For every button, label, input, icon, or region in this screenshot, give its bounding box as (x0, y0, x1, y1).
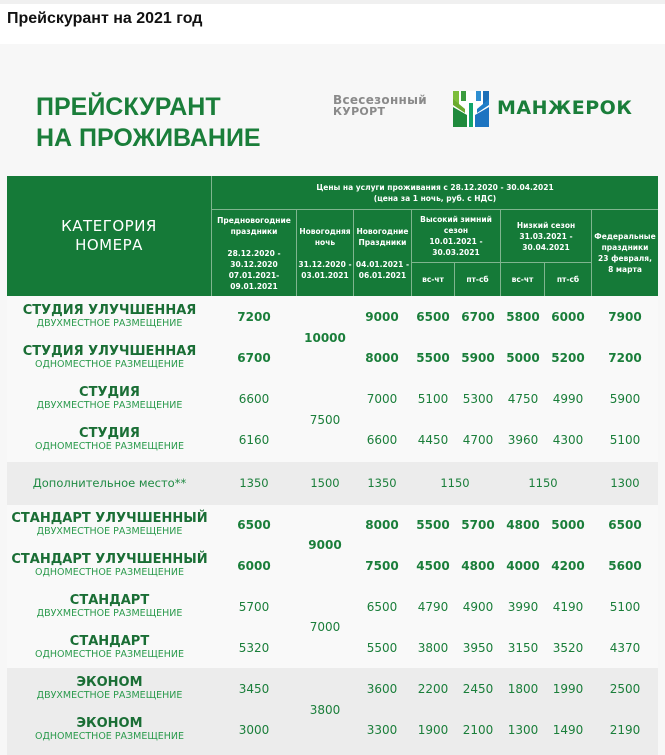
price-cell: 5200 (551, 351, 585, 365)
day-header-low-sun-thu (501, 263, 545, 296)
price-cell: 4190 (552, 600, 584, 614)
room-category (7, 344, 212, 371)
price-cell: 4790 (417, 600, 449, 614)
price-cell: 7000 (366, 392, 398, 406)
extra-bed-price: 1350 (367, 476, 397, 490)
new-year-night-price: 7500 (309, 413, 341, 427)
category-header-text: КАТЕГОРИЯ НОМЕРА (61, 217, 157, 254)
room-occupancy: ДВУХМЕСТНОЕ РАЗМЕЩЕНИЕ (36, 318, 183, 329)
price-cell: 3450 (238, 682, 270, 696)
price-cell: 4990 (552, 392, 584, 406)
period-header-high-season (412, 210, 501, 263)
price-cell: 6500 (608, 518, 642, 532)
room-occupancy: ДВУХМЕСТНОЕ РАЗМЕЩЕНИЕ (36, 690, 183, 701)
new-year-night-price: 7000 (309, 620, 341, 634)
price-cell: 5000 (506, 351, 540, 365)
resort-caption (333, 94, 427, 118)
price-cell: 6000 (237, 559, 271, 573)
room-category-name: СТАНДАРТ УЛУЧШЕННЫЙ (11, 552, 208, 567)
price-cell: 4300 (552, 433, 584, 447)
new-year-night-price: 10000 (304, 331, 346, 345)
category-header (7, 176, 212, 296)
price-cell: 2450 (462, 682, 494, 696)
price-cell: 6500 (366, 600, 398, 614)
room-category (7, 385, 212, 412)
price-cell: 5300 (462, 392, 494, 406)
price-cell: 7200 (608, 351, 642, 365)
price-cell: 1900 (417, 723, 449, 737)
room-category (7, 593, 212, 620)
room-category-name: ЭКОНОМ (76, 675, 143, 690)
price-cell: 3600 (366, 682, 398, 696)
price-cell: 3950 (462, 641, 494, 655)
price-cell: 3960 (507, 433, 539, 447)
resort-caption-line-2: КУРОРТ (333, 105, 386, 118)
price-cell: 6700 (237, 351, 271, 365)
period-label: Низкий сезон 31.03.2021 - 30.04.2021 (516, 220, 576, 252)
period-label: Новогодние Праздники 04.01.2021 - 06.01.2021 (355, 226, 410, 280)
page-title: Прейскурант на 2021 год (7, 10, 203, 27)
price-cell: 6600 (238, 392, 270, 406)
period-label: Предновогодние праздники 28.12.2020 - 30.12.2020 07.01.2021- 09.01.2021 (217, 215, 291, 291)
price-cell: 3300 (366, 723, 398, 737)
price-cell: 5500 (416, 351, 450, 365)
extra-bed-price: 1150 (440, 476, 470, 490)
price-cell: 4800 (461, 559, 495, 573)
price-cell: 8000 (365, 351, 399, 365)
room-category (7, 511, 212, 538)
price-cell: 5100 (609, 600, 641, 614)
room-category (7, 634, 212, 661)
period-header-new-year-night (297, 210, 354, 296)
price-cell: 6500 (416, 310, 450, 324)
room-occupancy: ОДНОМЕСТНОЕ РАЗМЕЩЕНИЕ (35, 731, 184, 742)
room-category-name: СТАНДАРТ (69, 634, 150, 649)
price-cell: 4370 (609, 641, 641, 655)
price-cell: 6700 (461, 310, 495, 324)
new-year-night-price: 3800 (309, 703, 341, 717)
price-cell: 6160 (238, 433, 270, 447)
prices-header-text: Цены на услуги проживания с 28.12.2020 - 30.04.2021 (цена за 1 ночь, руб. с НДС) (316, 182, 554, 203)
price-cell: 5100 (609, 433, 641, 447)
price-cell: 3800 (417, 641, 449, 655)
price-cell: 2200 (417, 682, 449, 696)
period-label: Высокий зимний сезон 10.01.2021 - 30.03.2021 (420, 215, 492, 257)
price-cell: 4700 (462, 433, 494, 447)
price-cell: 5100 (417, 392, 449, 406)
room-category (7, 675, 212, 702)
price-cell: 1990 (552, 682, 584, 696)
price-cell: 6000 (551, 310, 585, 324)
room-category-name: СТУДИЯ (79, 426, 140, 441)
period-header-new-year-holidays (354, 210, 412, 296)
price-cell: 5500 (366, 641, 398, 655)
price-cell: 5900 (461, 351, 495, 365)
price-cell: 9000 (365, 310, 399, 324)
day-header-low-fri-sat (545, 263, 592, 296)
price-cell: 1490 (552, 723, 584, 737)
price-cell: 4200 (551, 559, 585, 573)
poster-title-line-2: НА ПРОЖИВАНИЕ (36, 124, 261, 152)
price-cell: 3000 (238, 723, 270, 737)
price-cell: 7500 (365, 559, 399, 573)
tree-logo-icon (453, 91, 489, 127)
room-occupancy: ОДНОМЕСТНОЕ РАЗМЕЩЕНИЕ (35, 567, 184, 578)
price-cell: 1800 (507, 682, 539, 696)
price-cell: 4750 (507, 392, 539, 406)
room-category-name: СТАНДАРТ УЛУЧШЕННЫЙ (11, 511, 208, 526)
room-occupancy: ДВУХМЕСТНОЕ РАЗМЕЩЕНИЕ (36, 608, 183, 619)
period-header-pre-new-year (212, 210, 297, 296)
period-label: Новогодняя ночь 31.12.2020 - 03.01.2021 (298, 226, 352, 280)
room-occupancy: ДВУХМЕСТНОЕ РАЗМЕЩЕНИЕ (36, 400, 183, 411)
poster-title-line-1: ПРЕЙСКУРАНТ (36, 93, 221, 121)
prices-header (212, 176, 658, 210)
price-cell: 4000 (506, 559, 540, 573)
price-cell: 3990 (507, 600, 539, 614)
top-bar (0, 0, 665, 4)
new-year-night-price: 9000 (308, 538, 342, 552)
price-cell: 5700 (461, 518, 495, 532)
price-cell: 5600 (608, 559, 642, 573)
day-header-high-fri-sat (455, 263, 501, 296)
room-category-name: СТУДИЯ УЛУЧШЕННАЯ (22, 303, 197, 318)
price-cell: 7900 (608, 310, 642, 324)
day-label: вс-чт (511, 275, 534, 284)
price-cell: 2500 (609, 682, 641, 696)
extra-bed-price: 1150 (528, 476, 558, 490)
extra-bed-price: 1350 (239, 476, 269, 490)
room-category-name: СТУДИЯ (79, 385, 140, 400)
resort-caption-line-1: Всесезонный (333, 93, 428, 107)
extra-bed-label: Дополнительное место** (32, 476, 187, 490)
brand-name: МАНЖЕРОК (497, 97, 633, 119)
room-occupancy: ДВУХМЕСТНОЕ РАЗМЕЩЕНИЕ (36, 526, 183, 537)
price-cell: 8000 (365, 518, 399, 532)
room-occupancy: ОДНОМЕСТНОЕ РАЗМЕЩЕНИЕ (35, 359, 184, 370)
price-cell: 2100 (462, 723, 494, 737)
price-cell: 2190 (609, 723, 641, 737)
room-category-name: ЭКОНОМ (76, 716, 143, 731)
price-cell: 5320 (238, 641, 270, 655)
extra-bed-price: 1500 (310, 476, 340, 490)
price-cell: 3520 (552, 641, 584, 655)
room-category (7, 716, 212, 743)
price-cell: 5800 (506, 310, 540, 324)
price-cell: 5900 (609, 392, 641, 406)
price-cell: 1300 (507, 723, 539, 737)
day-label: пт-сб (466, 275, 489, 284)
room-category-name: СТАНДАРТ (69, 593, 150, 608)
period-label: Федеральные праздники 23 февраля, 8 марта (594, 232, 656, 274)
price-cell: 6500 (237, 518, 271, 532)
period-header-low-season (501, 210, 592, 263)
price-cell: 6600 (366, 433, 398, 447)
price-cell: 5500 (416, 518, 450, 532)
day-header-high-sun-thu (412, 263, 455, 296)
price-cell: 4900 (462, 600, 494, 614)
price-cell: 5000 (551, 518, 585, 532)
room-category-name: СТУДИЯ УЛУЧШЕННАЯ (22, 344, 197, 359)
price-cell: 4450 (417, 433, 449, 447)
price-cell: 5700 (238, 600, 270, 614)
price-cell: 4500 (416, 559, 450, 573)
extra-bed-price: 1300 (610, 476, 640, 490)
room-occupancy: ОДНОМЕСТНОЕ РАЗМЕЩЕНИЕ (35, 649, 184, 660)
day-label: вс-чт (422, 275, 444, 284)
room-occupancy: ОДНОМЕСТНОЕ РАЗМЕЩЕНИЕ (35, 441, 184, 452)
room-category (7, 426, 212, 453)
price-cell: 7200 (237, 310, 271, 324)
room-category (7, 552, 212, 579)
poster-title (36, 92, 261, 154)
period-header-federal-holidays (592, 210, 658, 296)
day-label: пт-сб (556, 275, 580, 284)
price-cell: 3150 (507, 641, 539, 655)
price-cell: 4800 (506, 518, 540, 532)
room-category (7, 303, 212, 330)
